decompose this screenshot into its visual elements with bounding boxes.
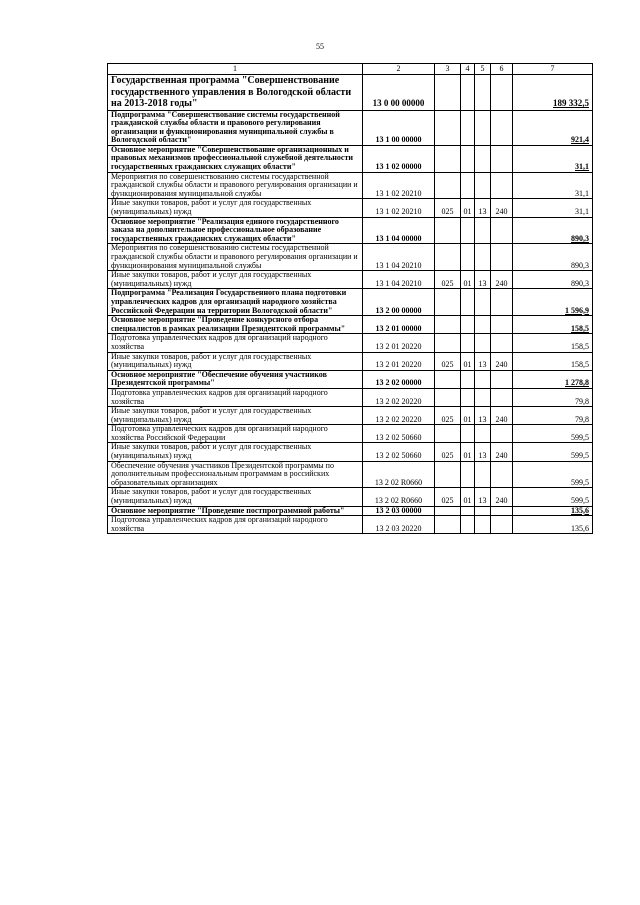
row-amount-cell: 921,4	[513, 110, 593, 145]
row-code-cell: 13 2 00 00000	[363, 289, 435, 316]
table-row	[108, 352, 593, 370]
row-expense-type-cell	[491, 506, 513, 516]
row-name-cell: Основное мероприятие "Совершенствование организационных и правовых механизмов профессиональной служебной деятельности государственных гражданских служащих области"	[108, 145, 363, 172]
row-expense-type-cell: 240	[491, 352, 513, 370]
row-amount-cell: 79,8	[513, 388, 593, 406]
column-header: 3	[435, 64, 461, 75]
row-subsection-cell	[475, 425, 491, 443]
row-ministry-cell	[435, 316, 461, 334]
row-expense-type-cell	[491, 461, 513, 488]
table-row	[108, 443, 593, 461]
row-ministry-cell	[435, 145, 461, 172]
table-row	[108, 334, 593, 352]
row-code-cell: 13 2 02 00000	[363, 370, 435, 388]
row-section-cell: 01	[461, 352, 475, 370]
row-code-cell: 13 2 03 00000	[363, 506, 435, 516]
table-row	[108, 316, 593, 334]
row-section-cell	[461, 110, 475, 145]
table-row	[108, 407, 593, 425]
row-section-cell	[461, 506, 475, 516]
row-ministry-cell	[435, 461, 461, 488]
row-code-cell: 13 0 00 00000	[363, 75, 435, 111]
row-amount-cell: 158,5	[513, 334, 593, 352]
table-row	[108, 75, 593, 111]
row-expense-type-cell	[491, 370, 513, 388]
row-subsection-cell	[475, 145, 491, 172]
page-number: 55	[316, 42, 324, 51]
row-name-cell: Подпрограмма "Реализация Государственного плана подготовки управленческих кадров для организаций народного хозяйства Российской Федерации на территории Вологодской области"	[108, 289, 363, 316]
row-section-cell	[461, 217, 475, 244]
row-amount-cell: 890,3	[513, 244, 593, 271]
row-name-cell: Подготовка управленческих кадров для организаций народного хозяйства	[108, 516, 363, 534]
row-expense-type-cell: 240	[491, 443, 513, 461]
row-subsection-cell: 13	[475, 407, 491, 425]
row-expense-type-cell	[491, 425, 513, 443]
table-row	[108, 461, 593, 488]
row-code-cell: 13 2 02 R0660	[363, 461, 435, 488]
row-section-cell	[461, 334, 475, 352]
row-name-cell: Мероприятия по совершенствованию системы государственной гражданской службы области и правового регулирования организации и функционирования муниципальной службы	[108, 244, 363, 271]
row-ministry-cell	[435, 506, 461, 516]
row-section-cell: 01	[461, 407, 475, 425]
row-amount-cell: 1 596,9	[513, 289, 593, 316]
row-expense-type-cell	[491, 75, 513, 111]
row-subsection-cell: 13	[475, 352, 491, 370]
row-subsection-cell	[475, 110, 491, 145]
row-code-cell: 13 1 04 20210	[363, 271, 435, 289]
row-ministry-cell	[435, 217, 461, 244]
row-amount-cell: 890,3	[513, 271, 593, 289]
row-ministry-cell	[435, 289, 461, 316]
row-subsection-cell	[475, 516, 491, 534]
row-code-cell: 13 2 01 20220	[363, 334, 435, 352]
row-ministry-cell	[435, 388, 461, 406]
row-ministry-cell	[435, 334, 461, 352]
table-row	[108, 217, 593, 244]
row-amount-cell: 890,3	[513, 217, 593, 244]
row-name-cell: Иные закупки товаров, работ и услуг для государственных (муниципальных) нужд	[108, 199, 363, 217]
table-row	[108, 516, 593, 534]
row-code-cell: 13 2 02 20220	[363, 388, 435, 406]
row-amount-cell: 599,5	[513, 461, 593, 488]
column-header: 4	[461, 64, 475, 75]
row-name-cell: Подготовка управленческих кадров для организаций народного хозяйства	[108, 388, 363, 406]
row-ministry-cell	[435, 172, 461, 199]
column-header: 2	[363, 64, 435, 75]
row-ministry-cell	[435, 516, 461, 534]
row-name-cell: Основное мероприятие "Проведение постпрограммной работы"	[108, 506, 363, 516]
row-section-cell: 01	[461, 271, 475, 289]
row-ministry-cell	[435, 370, 461, 388]
column-header: 5	[475, 64, 491, 75]
table-header-row	[108, 64, 593, 75]
row-expense-type-cell	[491, 145, 513, 172]
row-amount-cell: 79,8	[513, 407, 593, 425]
row-ministry-cell	[435, 75, 461, 111]
column-header: 7	[513, 64, 593, 75]
table-row	[108, 370, 593, 388]
table-row	[108, 110, 593, 145]
row-code-cell: 13 1 04 20210	[363, 244, 435, 271]
table-row	[108, 145, 593, 172]
row-amount-cell: 31,1	[513, 172, 593, 199]
row-code-cell: 13 2 02 50660	[363, 425, 435, 443]
row-section-cell	[461, 425, 475, 443]
row-expense-type-cell	[491, 244, 513, 271]
row-expense-type-cell	[491, 316, 513, 334]
row-expense-type-cell: 240	[491, 271, 513, 289]
row-amount-cell: 31,1	[513, 145, 593, 172]
row-section-cell	[461, 516, 475, 534]
row-expense-type-cell: 240	[491, 199, 513, 217]
table-row	[108, 199, 593, 217]
row-subsection-cell	[475, 370, 491, 388]
row-subsection-cell	[475, 289, 491, 316]
row-subsection-cell	[475, 172, 491, 199]
row-expense-type-cell: 240	[491, 488, 513, 506]
row-expense-type-cell	[491, 172, 513, 199]
row-subsection-cell	[475, 461, 491, 488]
row-name-cell: Подготовка управленческих кадров для организаций народного хозяйства	[108, 334, 363, 352]
row-section-cell	[461, 461, 475, 488]
row-name-cell: Основное мероприятие "Реализация единого государственного заказа на дополнительное профессиональное образование государственных гражданских служащих области"	[108, 217, 363, 244]
row-ministry-cell	[435, 110, 461, 145]
row-subsection-cell	[475, 388, 491, 406]
row-section-cell: 01	[461, 199, 475, 217]
row-name-cell: Иные закупки товаров, работ и услуг для государственных (муниципальных) нужд	[108, 488, 363, 506]
row-ministry-cell: 025	[435, 488, 461, 506]
table-row	[108, 506, 593, 516]
row-section-cell: 01	[461, 488, 475, 506]
row-name-cell: Подготовка управленческих кадров для организаций народного хозяйства Российской Федерации	[108, 425, 363, 443]
row-ministry-cell	[435, 244, 461, 271]
row-ministry-cell: 025	[435, 199, 461, 217]
table-row	[108, 388, 593, 406]
table-row	[108, 172, 593, 199]
column-header: 6	[491, 64, 513, 75]
row-code-cell: 13 2 01 00000	[363, 316, 435, 334]
row-amount-cell: 189 332,5	[513, 75, 593, 111]
row-amount-cell: 158,5	[513, 352, 593, 370]
row-subsection-cell	[475, 334, 491, 352]
row-ministry-cell: 025	[435, 271, 461, 289]
row-expense-type-cell	[491, 334, 513, 352]
row-subsection-cell	[475, 75, 491, 111]
row-expense-type-cell	[491, 110, 513, 145]
row-name-cell: Основное мероприятие "Проведение конкурсного отбора специалистов в рамках реализации Президентской программы"	[108, 316, 363, 334]
table-row	[108, 289, 593, 316]
row-name-cell: Подпрограмма "Совершенствование системы государственной гражданской службы области и правового регулирования организации и функционирования муниципальной службы в Вологодской области"	[108, 110, 363, 145]
table-row	[108, 425, 593, 443]
row-subsection-cell: 13	[475, 271, 491, 289]
row-expense-type-cell	[491, 217, 513, 244]
row-expense-type-cell	[491, 388, 513, 406]
row-name-cell: Основное мероприятие "Обеспечение обучения участников Президентской программы"	[108, 370, 363, 388]
row-amount-cell: 158,5	[513, 316, 593, 334]
row-section-cell	[461, 316, 475, 334]
row-amount-cell: 135,6	[513, 506, 593, 516]
row-amount-cell: 599,5	[513, 425, 593, 443]
row-amount-cell: 1 278,8	[513, 370, 593, 388]
row-ministry-cell: 025	[435, 443, 461, 461]
row-name-cell: Иные закупки товаров, работ и услуг для государственных (муниципальных) нужд	[108, 407, 363, 425]
table-row	[108, 244, 593, 271]
row-expense-type-cell	[491, 516, 513, 534]
row-section-cell	[461, 370, 475, 388]
table-row	[108, 271, 593, 289]
row-amount-cell: 599,5	[513, 488, 593, 506]
row-amount-cell: 135,6	[513, 516, 593, 534]
row-expense-type-cell	[491, 289, 513, 316]
row-subsection-cell	[475, 316, 491, 334]
row-subsection-cell	[475, 217, 491, 244]
row-subsection-cell	[475, 506, 491, 516]
column-header: 1	[108, 64, 363, 75]
row-name-cell: Иные закупки товаров, работ и услуг для государственных (муниципальных) нужд	[108, 352, 363, 370]
row-code-cell: 13 1 04 00000	[363, 217, 435, 244]
row-name-cell: Иные закупки товаров, работ и услуг для государственных (муниципальных) нужд	[108, 271, 363, 289]
row-subsection-cell	[475, 244, 491, 271]
row-ministry-cell	[435, 425, 461, 443]
budget-table	[107, 63, 593, 534]
row-section-cell	[461, 75, 475, 111]
row-code-cell: 13 1 02 20210	[363, 172, 435, 199]
row-code-cell: 13 2 01 20220	[363, 352, 435, 370]
row-section-cell	[461, 244, 475, 271]
row-code-cell: 13 2 02 20220	[363, 407, 435, 425]
row-code-cell: 13 2 02 50660	[363, 443, 435, 461]
row-name-cell: Обеспечение обучения участников Президентской программы по дополнительным профессиональным программам в российских образовательных организациях	[108, 461, 363, 488]
row-section-cell	[461, 388, 475, 406]
row-section-cell	[461, 289, 475, 316]
row-name-cell: Иные закупки товаров, работ и услуг для государственных (муниципальных) нужд	[108, 443, 363, 461]
row-amount-cell: 31,1	[513, 199, 593, 217]
row-code-cell: 13 2 03 20220	[363, 516, 435, 534]
row-section-cell	[461, 172, 475, 199]
row-name-cell: Мероприятия по совершенствованию системы государственной гражданской службы области и правового регулирования организации и функционирования муниципальной службы	[108, 172, 363, 199]
row-section-cell: 01	[461, 443, 475, 461]
row-subsection-cell: 13	[475, 488, 491, 506]
row-subsection-cell: 13	[475, 199, 491, 217]
row-subsection-cell: 13	[475, 443, 491, 461]
row-expense-type-cell: 240	[491, 407, 513, 425]
row-name-cell: Государственная программа "Совершенствование государственного управления в Вологодской области на 2013-2018 годы"	[108, 75, 363, 111]
row-ministry-cell: 025	[435, 407, 461, 425]
row-section-cell	[461, 145, 475, 172]
row-code-cell: 13 1 00 00000	[363, 110, 435, 145]
row-code-cell: 13 1 02 00000	[363, 145, 435, 172]
row-ministry-cell: 025	[435, 352, 461, 370]
row-code-cell: 13 2 02 R0660	[363, 488, 435, 506]
table-row	[108, 488, 593, 506]
row-code-cell: 13 1 02 20210	[363, 199, 435, 217]
row-amount-cell: 599,5	[513, 443, 593, 461]
